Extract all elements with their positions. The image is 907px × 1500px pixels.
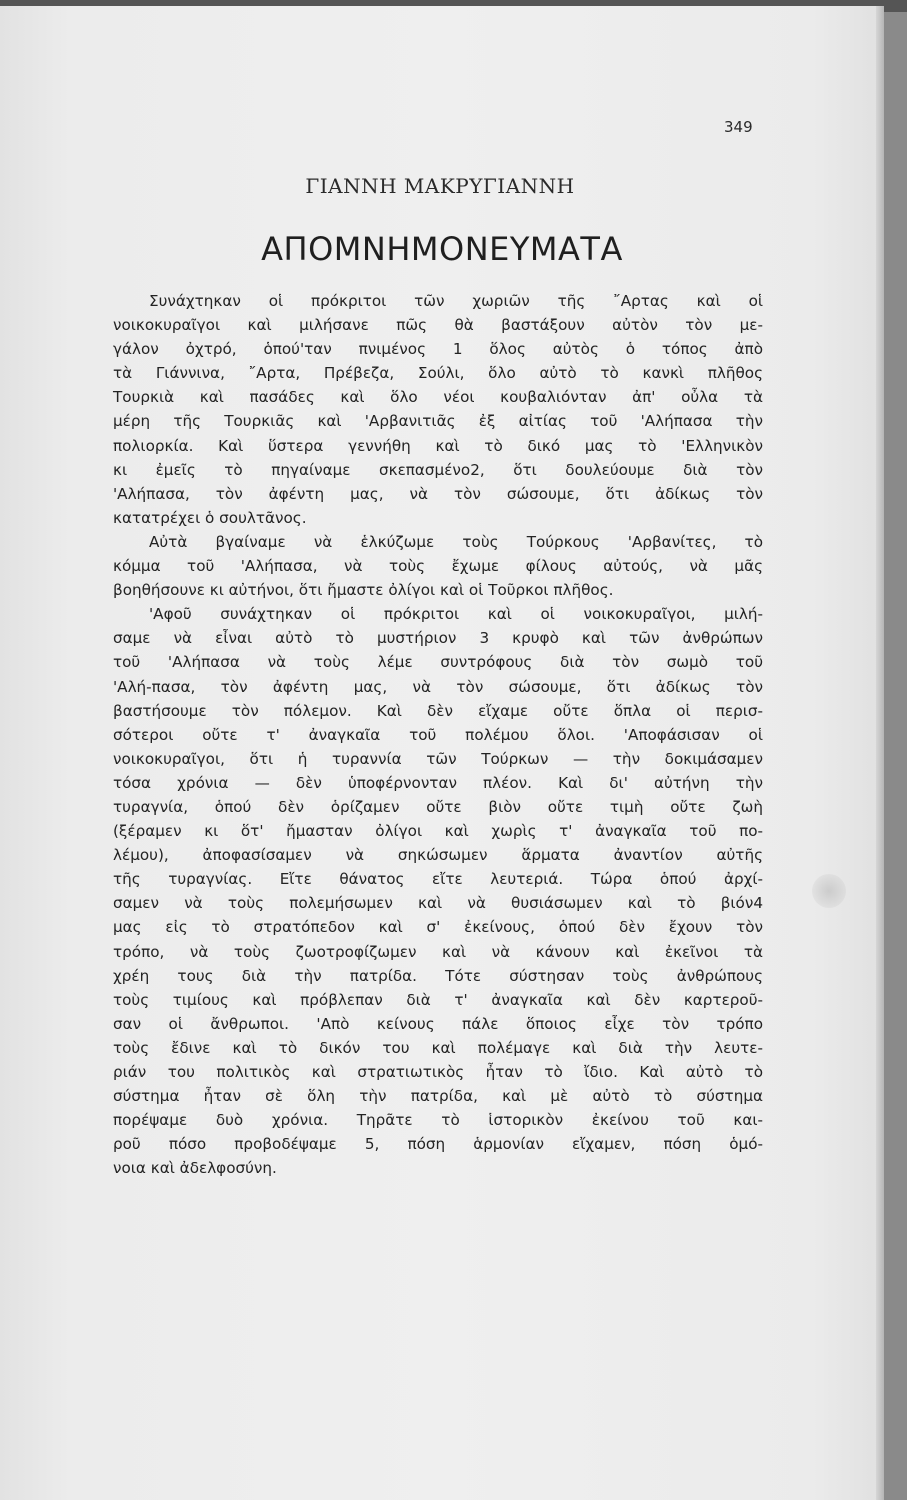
paper-stain: [812, 874, 846, 908]
text-line: τοῦ 'Αλήπασα νὰ τοὺς λέμε συντρόφους διὰ τὸν σωμὸ τοῦ: [113, 653, 763, 672]
text-line: ροῦ πόσο προβοδέψαμε 5, πόση ἁρμονίαν εἴχαμεν, πόση ὁμό-: [113, 1135, 763, 1154]
text-line: πολιορκία. Καὶ ὕστερα γεννήθη καὶ τὸ δικό μας τὸ 'Ελληνικὸν: [113, 436, 763, 455]
text-line: Τουρκιὰ καὶ πασάδες καὶ ὅλο νέοι κουβαλιόνταν ἀπ' οὖλα τὰ: [113, 388, 763, 407]
text-line: νοικοκυραῖγοι καὶ μιλήσανε πῶς θὰ βαστάξουν αὐτὸν τὸν με-: [113, 316, 763, 335]
text-line: γάλον ὀχτρό, ὁπού'ταν πνιμένος 1 ὅλος αὐτὸς ὁ τόπος ἀπὸ: [113, 340, 763, 359]
text-line: 'Αφοῦ συνάχτηκαν οἱ πρόκριτοι καὶ οἱ νοικοκυραῖγοι, μιλή-: [149, 605, 763, 624]
text-line: βοηθήσουνε κι αὐτήνοι, ὅτι ἤμαστε ὀλίγοι καὶ οἱ Τοῦρκοι πλῆθος.: [113, 581, 614, 600]
text-line: ριάν του πολιτικὸς καὶ στρατιωτικὸς ἦταν τὸ ἴδιο. Καὶ αὐτὸ τὸ: [113, 1063, 763, 1081]
author-heading: ΓΙΑΝΝΗ ΜΑΚΡΥΓΙΑΝΝΗ: [305, 174, 575, 198]
text-line: νοικοκυραῖγοι, ὅτι ἡ τυραννία τῶν Τούρκων — τὴν δοκιμάσαμεν: [113, 749, 763, 768]
text-line: μας εἰς τὸ στρατόπεδον καὶ σ' ἐκείνους, ὁπού δὲν ἔχουν τὸν: [113, 918, 763, 937]
text-line: τρόπο, νὰ τοὺς ζωοτροφίζωμεν καὶ νὰ κάνουν καὶ ἐκεῖνοι τὰ: [113, 942, 763, 961]
text-line: χρέη τους διὰ τὴν πατρίδα. Τότε σύστησαν τοὺς ἀνθρώπους: [113, 966, 763, 985]
text-line: τοὺς τιμίους καὶ πρόβλεπαν διὰ τ' ἀναγκαῖα καὶ δὲν καρτεροῦ-: [113, 990, 763, 1009]
page-number: 349: [724, 118, 753, 136]
text-line: κόμμα τοῦ 'Αλήπασα, νὰ τοὺς ἔχωμε φίλους αὐτούς, νὰ μᾶς: [113, 557, 763, 576]
text-line: μέρη τῆς Τουρκιᾶς καὶ 'Αρβανιτιᾶς ἐξ αἰτίας τοῦ 'Αλήπασα τὴν: [113, 412, 763, 431]
text-line: 'Αλή-πασα, τὸν ἀφέντη μας, νὰ τὸν σώσουμε, ὅτι ἀδίκως τὸν: [113, 677, 763, 696]
text-line: Αὐτὰ βγαίναμε νὰ ἑλκύζωμε τοὺς Τούρκους 'Αρβανίτες, τὸ: [149, 532, 763, 551]
text-line: κι ἐμεῖς τὸ πηγαίναμε σκεπασμένο2, ὅτι δουλεύουμε διὰ τὸν: [113, 460, 763, 479]
page-title: ΑΠΟΜΝΗΜΟΝΕΥΜΑΤΑ: [261, 230, 623, 268]
text-line: 'Αλήπασα, τὸν ἀφέντη μας, νὰ τὸν σώσουμε, ὅτι ἀδίκως τὸν: [113, 484, 763, 503]
text-line: κατατρέχει ὁ σουλτᾶνος.: [113, 508, 307, 527]
text-line: τόσα χρόνια — δὲν ὑποφέρνονταν πλέον. Καὶ δι' αὐτήνη τὴν: [113, 773, 763, 792]
body-text: [113, 289, 763, 1180]
text-line: τῆς τυραγνίας. Εἴτε θάνατος εἴτε λευτεριά. Τώρα ὁπού ἀρχί-: [113, 870, 763, 889]
text-line: σαμεν νὰ τοὺς πολεμήσωμεν καὶ νὰ θυσιάσωμεν καὶ τὸ βιόν4: [113, 894, 763, 913]
text-line: σότεροι οὔτε τ' ἀναγκαῖα τοῦ πολέμου ὅλοι. 'Αποφάσισαν οἱ: [113, 725, 763, 744]
book-page: [0, 6, 884, 1500]
text-line: σαν οἱ ἄνθρωποι. 'Απὸ κείνους πάλε ὅποιος εἶχε τὸν τρόπο: [113, 1014, 763, 1033]
text-line: τὰ Γιάννινα, ῎Αρτα, Πρέβεζα, Σούλι, ὅλο αὐτὸ τὸ κανκὶ πλῆθος: [113, 364, 763, 383]
text-line: λέμου), ἀποφασίσαμεν νὰ σηκώσωμεν ἅρματα ἀναντίον αὐτῆς: [113, 846, 763, 865]
text-line: σαμε νὰ εἶναι αὐτὸ τὸ μυστήριον 3 κρυφὸ καὶ τῶν ἀνθρώπων: [113, 629, 763, 648]
text-line: Συνάχτηκαν οἱ πρόκριτοι τῶν χωριῶν τῆς ῎Αρτας καὶ οἱ: [149, 292, 763, 310]
text-line: σύστημα ἦταν σὲ ὅλη τὴν πατρίδα, καὶ μὲ αὐτὸ τὸ σύστημα: [113, 1087, 763, 1106]
text-line: πορέψαμε δυὸ χρόνια. Τηρᾶτε τὸ ἱστορικὸν ἐκείνου τοῦ και-: [113, 1111, 763, 1130]
text-line: τυραγνία, ὁπού δὲν ὁρίζαμεν οὔτε βιὸν οὔτε τιμὴ οὔτε ζωὴ: [113, 797, 763, 816]
text-line: βαστήσουμε τὸν πόλεμον. Καὶ δὲν εἴχαμε οὔτε ὅπλα οἱ περισ-: [113, 701, 763, 720]
text-line: τοὺς ἔδινε καὶ τὸ δικόν του καὶ πολέμαγε καὶ διὰ τὴν λευτε-: [113, 1038, 763, 1057]
text-line: νοια καὶ ἀδελφοσύνη.: [113, 1159, 277, 1178]
text-line: (ξέραμεν κι ὅτ' ἤμασταν ὀλίγοι καὶ χωρὶς τ' ἀναγκαῖα τοῦ πο-: [113, 822, 763, 841]
